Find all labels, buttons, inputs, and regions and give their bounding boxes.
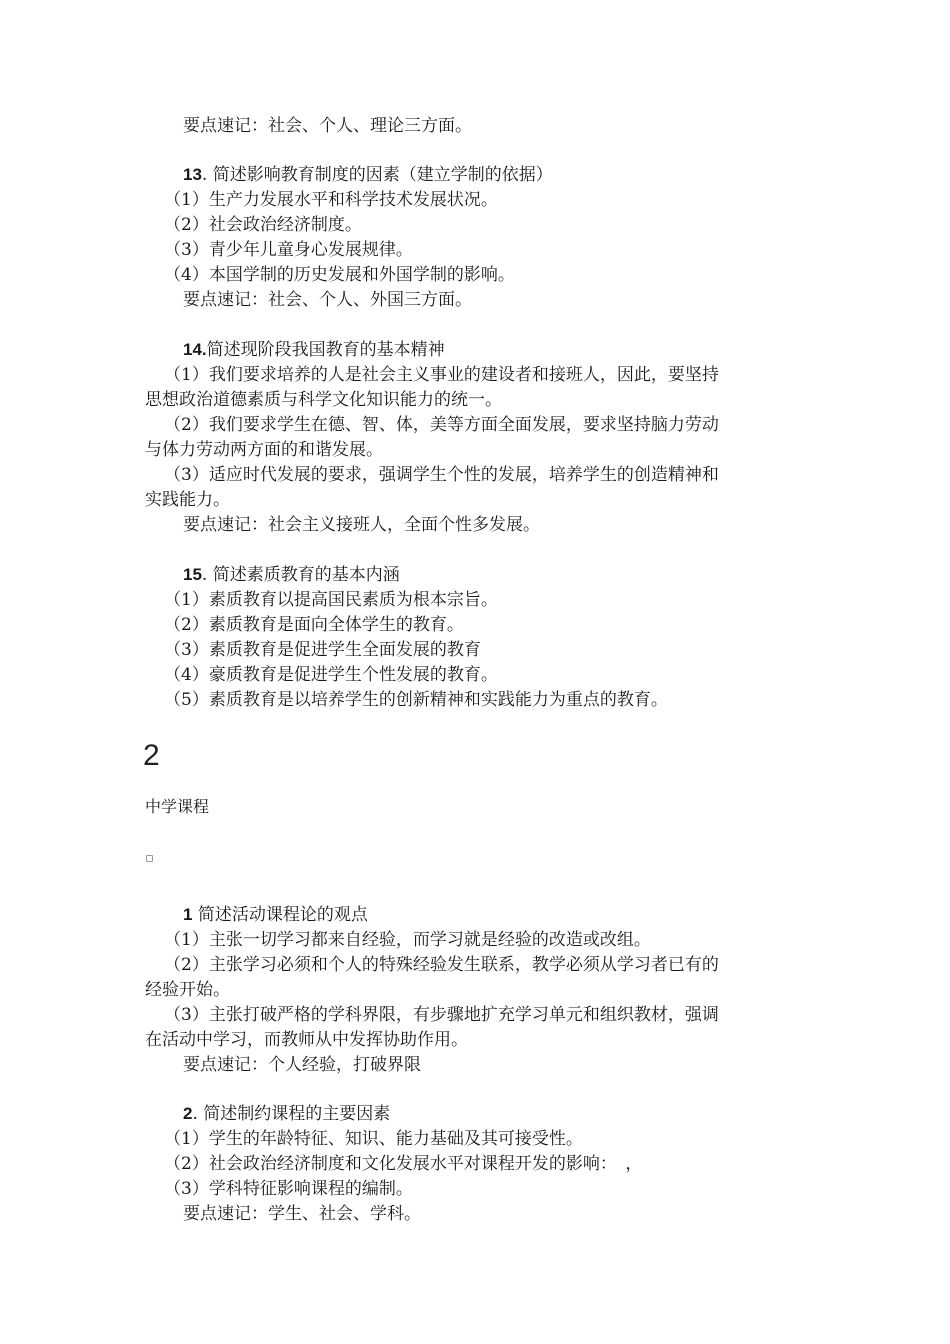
list-item: （3）素质教育是促进学生全面发展的教育 <box>164 640 481 660</box>
paragraph-line: （2）我们要求学生在德、智、体，美等方面全面发展，要求坚持脑力劳动 <box>164 415 719 435</box>
paragraph-line: 实践能力。 <box>145 490 230 510</box>
list-item: （2）社会政治经济制度和文化发展水平对课程开发的影响： ， <box>164 1154 643 1174</box>
summary-line: 要点速记：学生、社会、学科。 <box>183 1204 421 1224</box>
summary-line: 要点速记：个人经验，打破界限 <box>183 1055 421 1075</box>
question-title: . 简述制约课程的主要因素 <box>192 1104 391 1124</box>
question-number: 2 <box>183 1104 193 1123</box>
list-item: （1）学生的年龄特征、知识、能力基础及其可接受性。 <box>164 1129 583 1149</box>
chapter-title: 中学课程 <box>145 797 210 816</box>
paragraph-line: 与体力劳动两方面的和谐发展。 <box>145 440 383 460</box>
list-item: （1）生产力发展水平和科学技术发展状况。 <box>164 190 498 210</box>
question-title: 简述现阶段我国教育的基本精神 <box>206 340 445 360</box>
question-14-heading <box>183 338 853 362</box>
list-item: （4）豪质教育是促进学生个性发展的教育。 <box>164 665 498 685</box>
paragraph-line: 在活动中学习，而教师从中发挥协助作用。 <box>145 1030 468 1050</box>
paragraph-line: （1）我们要求培养的人是社会主义事业的建设者和接班人，因此，要坚持 <box>164 365 719 385</box>
paragraph-line: （1）主张一切学习都来自经验，而学习就是经验的改造或改组。 <box>164 930 651 950</box>
image-placeholder-icon <box>146 855 153 862</box>
question-13-heading <box>183 163 853 187</box>
paragraph-line: （2）主张学习必须和个人的特殊经验发生联系，教学必须从学习者已有的 <box>164 955 719 975</box>
question-number: 14. <box>183 340 207 359</box>
question-number: 15 <box>183 565 202 584</box>
list-item: （3）学科特征影响课程的编制。 <box>164 1179 413 1199</box>
question-15-heading <box>183 563 853 587</box>
paragraph-line: （3）适应时代发展的要求，强调学生个性的发展，培养学生的创造精神和 <box>164 465 719 485</box>
question-title: . 简述影响教育制度的因素（建立学制的依据） <box>201 165 553 185</box>
question-title: 简述活动课程论的观点 <box>197 905 368 925</box>
list-item: （3）青少年儿童身心发展规律。 <box>164 240 413 260</box>
list-item: （1）素质教育以提高国民素质为根本宗旨。 <box>164 590 498 610</box>
question-number: 1 <box>183 905 193 924</box>
paragraph-line: 经验开始。 <box>145 980 230 1000</box>
list-item: （2）素质教育是面向全体学生的教育。 <box>164 615 464 635</box>
question-title: . 简述素质教育的基本内涵 <box>201 565 400 585</box>
list-item: （4）本国学制的历史发展和外国学制的影响。 <box>164 265 515 285</box>
list-item: （2）社会政治经济制度。 <box>164 215 362 235</box>
list-item: （5）素质教育是以培养学生的创新精神和实践能力为重点的教育。 <box>164 690 668 710</box>
question-number: 13 <box>183 165 202 184</box>
summary-line: 要点速记：社会主义接班人，全面个性多发展。 <box>183 515 540 535</box>
section-1-heading <box>183 903 853 927</box>
paragraph-line: 思想政治道德素质与科学文化知识能力的统一。 <box>145 390 502 410</box>
summary-line: 要点速记：社会、个人、理论三方面。 <box>183 116 472 136</box>
chapter-number: 2 <box>143 739 160 772</box>
summary-line: 要点速记：社会、个人、外国三方面。 <box>183 290 472 310</box>
paragraph-line: （3）主张打破严格的学科界限，有步骤地扩充学习单元和组织教材，强调 <box>164 1005 719 1025</box>
section-2-heading <box>183 1102 853 1126</box>
